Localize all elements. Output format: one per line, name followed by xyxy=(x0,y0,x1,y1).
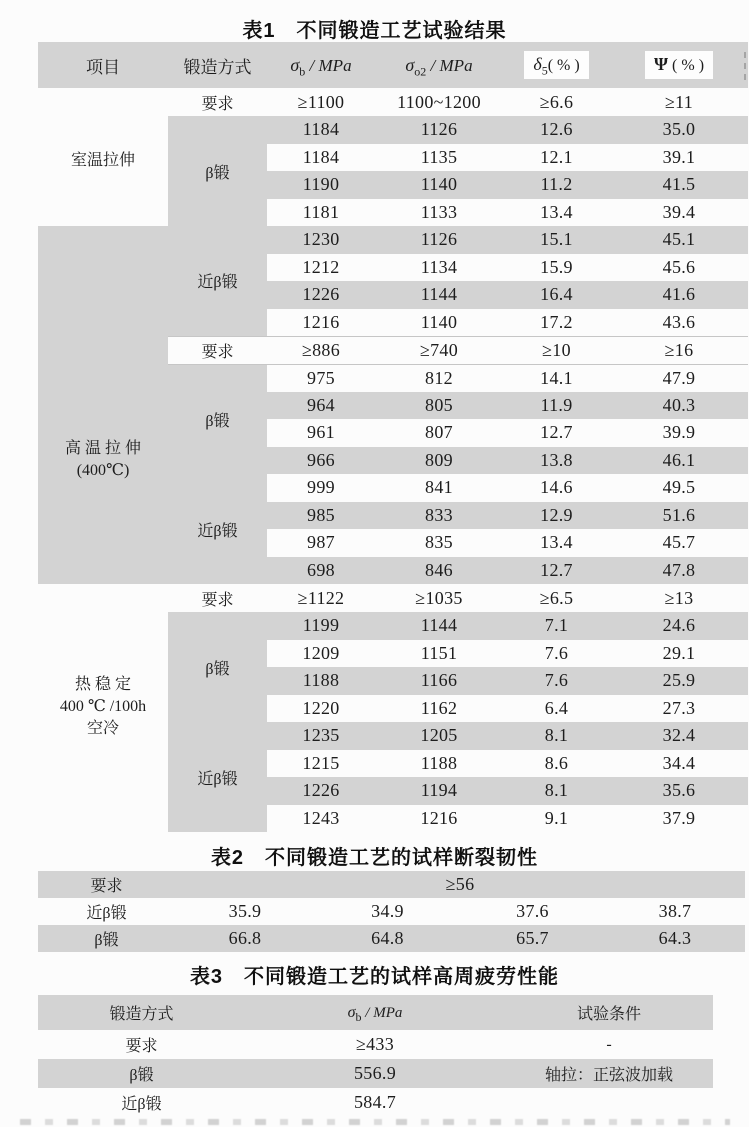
row-label-cell: 近β锻 xyxy=(121,1096,162,1113)
value-cell: 1144 xyxy=(375,612,503,640)
col-header-item: 项目 xyxy=(38,42,168,88)
data-row xyxy=(38,226,748,254)
value-cell: 15.1 xyxy=(503,226,610,254)
value-cell: 1235 xyxy=(267,722,375,750)
value-cell: 807 xyxy=(425,422,453,443)
value-cell: 1212 xyxy=(302,256,340,277)
method-cell: 近β锻 xyxy=(168,226,267,336)
requirement-value-cell: ≥1122 xyxy=(297,587,345,608)
value-cell: 49.5 xyxy=(662,477,696,498)
value-cell: 805 xyxy=(375,392,503,420)
table1-title: 表1 不同锻造工艺试验结果 xyxy=(242,20,507,42)
col-header-method: 锻造方式 xyxy=(38,995,245,1030)
value-cell: 1181 xyxy=(302,201,340,222)
value-cell: 966 xyxy=(267,447,375,475)
value-cell: 1199 xyxy=(267,612,375,640)
value-cell: 43.6 xyxy=(662,311,696,332)
item-label-line: 高 温 拉 伸 xyxy=(64,440,141,457)
value-cell: 24.6 xyxy=(610,612,748,640)
table3-title: 表3 不同锻造工艺的试样高周疲劳性能 xyxy=(189,966,560,988)
condition-cell: - xyxy=(606,1035,612,1053)
value-cell: 40.3 xyxy=(610,392,748,420)
requirement-value-cell: 1100~1200 xyxy=(397,91,481,112)
item-cell xyxy=(38,612,168,832)
requirement-label-cell: 要求 xyxy=(201,591,234,609)
value-cell: 999 xyxy=(307,477,335,498)
item-label-line: 热 稳 定 xyxy=(74,676,131,693)
item-label-line: 室温拉伸 xyxy=(70,152,135,169)
table2-title: 表2 不同锻造工艺的试样断裂韧性 xyxy=(210,847,539,869)
value-cell: 12.1 xyxy=(540,146,573,167)
value-cell: 32.4 xyxy=(610,722,748,750)
value-cell: 1184 xyxy=(302,146,340,167)
value-cell: 45.6 xyxy=(662,256,696,277)
sigma-b-symbol: $\sigma_b$ / MPa xyxy=(290,54,352,78)
requirement-label-cell: 要求 xyxy=(168,336,267,364)
method-cell: β锻 xyxy=(168,364,267,474)
value-cell: 41.6 xyxy=(610,281,748,309)
value-cell: 1216 xyxy=(420,807,458,828)
value-cell: 13.8 xyxy=(503,447,610,475)
value-cell: 846 xyxy=(375,557,503,585)
requirement-value-cell: ≥886 xyxy=(267,336,375,364)
value-cell: 12.7 xyxy=(540,422,573,443)
requirement-value-cell: ≥13 xyxy=(664,587,694,608)
value-cell: 47.9 xyxy=(662,367,696,388)
value-cell: 9.1 xyxy=(544,807,569,828)
psi-highlight-box: Ψ ( % ) xyxy=(645,51,713,79)
value-cell: 1151 xyxy=(420,642,458,663)
value-cell: 51.6 xyxy=(610,502,748,530)
method-cell: 近β锻 xyxy=(168,722,267,832)
value-cell: 34.9 xyxy=(371,901,404,921)
requirement-row xyxy=(38,88,748,116)
item-label xyxy=(38,674,168,740)
value-cell: 1126 xyxy=(375,116,503,144)
value-cell: 6.4 xyxy=(544,697,569,718)
value-cell: 1226 xyxy=(267,777,375,805)
value-cell: 1190 xyxy=(267,171,375,199)
data-row xyxy=(38,364,748,392)
value-cell: 7.1 xyxy=(503,612,610,640)
value-cell: 698 xyxy=(267,557,375,585)
value-cell: 1194 xyxy=(375,777,503,805)
requirement-value-cell: ≥1100 xyxy=(297,91,345,112)
value-cell: 1220 xyxy=(302,697,340,718)
item-label-line: 空冷 xyxy=(86,720,119,737)
value-cell: 64.3 xyxy=(605,925,745,952)
value-cell: 11.2 xyxy=(503,171,610,199)
value-cell: 1188 xyxy=(420,752,458,773)
value-cell: 1134 xyxy=(420,256,458,277)
value-cell: 833 xyxy=(375,502,503,530)
value-cell: ≥433 xyxy=(355,1034,395,1054)
value-cell: 14.6 xyxy=(540,477,573,498)
value-cell: 1209 xyxy=(302,642,340,663)
value-cell: 8.1 xyxy=(503,722,610,750)
col-header-sigma-b xyxy=(267,42,375,88)
value-cell: 809 xyxy=(375,447,503,475)
condition-cell xyxy=(505,1088,713,1117)
value-cell: 8.6 xyxy=(544,752,569,773)
value-cell: 1140 xyxy=(375,171,503,199)
requirement-value-cell: ≥16 xyxy=(610,336,748,364)
item-cell xyxy=(38,116,168,226)
sigma-b-symbol: $\sigma_b$ / MPa xyxy=(347,1003,403,1024)
value-cell: 1166 xyxy=(375,667,503,695)
value-cell: 835 xyxy=(425,532,453,553)
value-cell: 17.2 xyxy=(540,311,573,332)
item-label xyxy=(38,150,168,172)
requirement-value-cell: ≥1035 xyxy=(415,587,463,608)
value-cell: 964 xyxy=(267,392,375,420)
item-label-line: (400℃) xyxy=(76,462,130,479)
requirement-value-cell: ≥10 xyxy=(503,336,610,364)
value-cell: 1226 xyxy=(267,281,375,309)
value-cell: 27.3 xyxy=(662,697,696,718)
value-cell: 37.6 xyxy=(516,901,549,921)
value-cell: 39.4 xyxy=(662,201,696,222)
table1 xyxy=(38,42,748,832)
method-cell: β锻 xyxy=(168,116,267,226)
value-cell: 35.9 xyxy=(228,901,262,921)
value-cell: 66.8 xyxy=(175,925,315,952)
value-cell: 34.4 xyxy=(662,752,696,773)
value-cell: 65.7 xyxy=(460,925,605,952)
value-cell: 1162 xyxy=(420,697,458,718)
value-cell: 39.9 xyxy=(662,422,696,443)
value-cell: 64.8 xyxy=(315,925,460,952)
value-cell: 46.1 xyxy=(610,447,748,475)
value-cell: 11.9 xyxy=(503,392,610,420)
value-cell: 12.7 xyxy=(503,557,610,585)
value-cell: 12.6 xyxy=(503,116,610,144)
col-header-condition: 试验条件 xyxy=(505,995,713,1030)
value-cell: 7.6 xyxy=(544,642,569,663)
table2 xyxy=(38,871,745,952)
item-label xyxy=(38,438,168,482)
value-cell: 13.4 xyxy=(540,201,573,222)
scan-dash-artifact xyxy=(744,52,746,80)
col-header-sigma-02 xyxy=(375,42,503,88)
item-label-line: 400 ℃ /100h xyxy=(59,698,147,715)
col-header-psi xyxy=(610,42,748,88)
value-cell: 13.4 xyxy=(540,532,573,553)
value-cell: 39.1 xyxy=(662,146,696,167)
method-cell: β锻 xyxy=(168,612,267,722)
value-cell: 1243 xyxy=(302,807,340,828)
item-cell xyxy=(38,226,168,364)
value-cell: 35.6 xyxy=(610,777,748,805)
value-cell: 1133 xyxy=(420,201,458,222)
delta-5-highlight-box: $\delta_5$( % ) xyxy=(524,51,588,79)
value-cell: 584.7 xyxy=(354,1092,396,1112)
requirement-row xyxy=(38,584,748,612)
data-row xyxy=(38,116,748,144)
value-cell: 47.8 xyxy=(610,557,748,585)
value-cell: 841 xyxy=(425,477,453,498)
item-cell xyxy=(38,584,168,612)
value-cell: 35.0 xyxy=(610,116,748,144)
value-cell: 16.4 xyxy=(503,281,610,309)
requirement-value-cell: ≥11 xyxy=(664,91,694,112)
col-header-sigma-b xyxy=(245,995,505,1030)
value-cell: 45.1 xyxy=(610,226,748,254)
value-cell: 812 xyxy=(425,367,453,388)
value-cell: 987 xyxy=(307,532,335,553)
requirement-value-cell: ≥740 xyxy=(375,336,503,364)
value-cell: 1140 xyxy=(420,311,458,332)
col-header-method: 锻造方式 xyxy=(168,42,267,88)
value-cell: 1184 xyxy=(267,116,375,144)
value-cell: 556.9 xyxy=(245,1059,505,1088)
requirement-label-cell: 要求 xyxy=(201,95,234,113)
value-cell: 1126 xyxy=(375,226,503,254)
value-cell: 25.9 xyxy=(610,667,748,695)
row-label-cell: 近β锻 xyxy=(86,905,127,922)
row-label-cell: 要求 xyxy=(125,1038,158,1055)
value-cell: 1215 xyxy=(302,752,340,773)
data-row xyxy=(38,612,748,640)
value-cell: 29.1 xyxy=(662,642,696,663)
condition-cell: 轴拉：正弦波加载 xyxy=(505,1059,713,1088)
value-cell: 975 xyxy=(307,367,335,388)
value-cell: 961 xyxy=(307,422,335,443)
requirement-value-cell: ≥6.5 xyxy=(539,587,574,608)
value-cell: 15.9 xyxy=(540,256,573,277)
value-cell: 1230 xyxy=(267,226,375,254)
value-cell: 14.1 xyxy=(540,367,573,388)
value-cell: 985 xyxy=(267,502,375,530)
method-cell: 近β锻 xyxy=(168,474,267,584)
value-cell: 7.6 xyxy=(503,667,610,695)
table3 xyxy=(38,995,713,1117)
row-label-cell: β锻 xyxy=(38,1059,245,1088)
requirement-label-cell: 要求 xyxy=(38,871,175,898)
value-cell: 1216 xyxy=(302,311,340,332)
value-cell: 37.9 xyxy=(662,807,696,828)
value-cell: 8.1 xyxy=(503,777,610,805)
clipped-next-text-line xyxy=(20,1119,730,1125)
value-cell: 1188 xyxy=(267,667,375,695)
value-cell: 45.7 xyxy=(662,532,696,553)
requirement-value-cell: ≥56 xyxy=(175,871,745,898)
value-cell: 1205 xyxy=(375,722,503,750)
value-cell: 1144 xyxy=(375,281,503,309)
item-cell xyxy=(38,364,168,584)
requirement-value-cell: ≥6.6 xyxy=(539,91,574,112)
col-header-delta-5 xyxy=(503,42,610,88)
item-cell xyxy=(38,88,168,116)
row-label-cell: β锻 xyxy=(38,925,175,952)
value-cell: 12.9 xyxy=(503,502,610,530)
sigma-02-symbol: $\sigma_{o2}$ / MPa xyxy=(405,54,473,78)
value-cell: 41.5 xyxy=(610,171,748,199)
value-cell: 38.7 xyxy=(658,901,692,921)
value-cell: 1135 xyxy=(420,146,458,167)
